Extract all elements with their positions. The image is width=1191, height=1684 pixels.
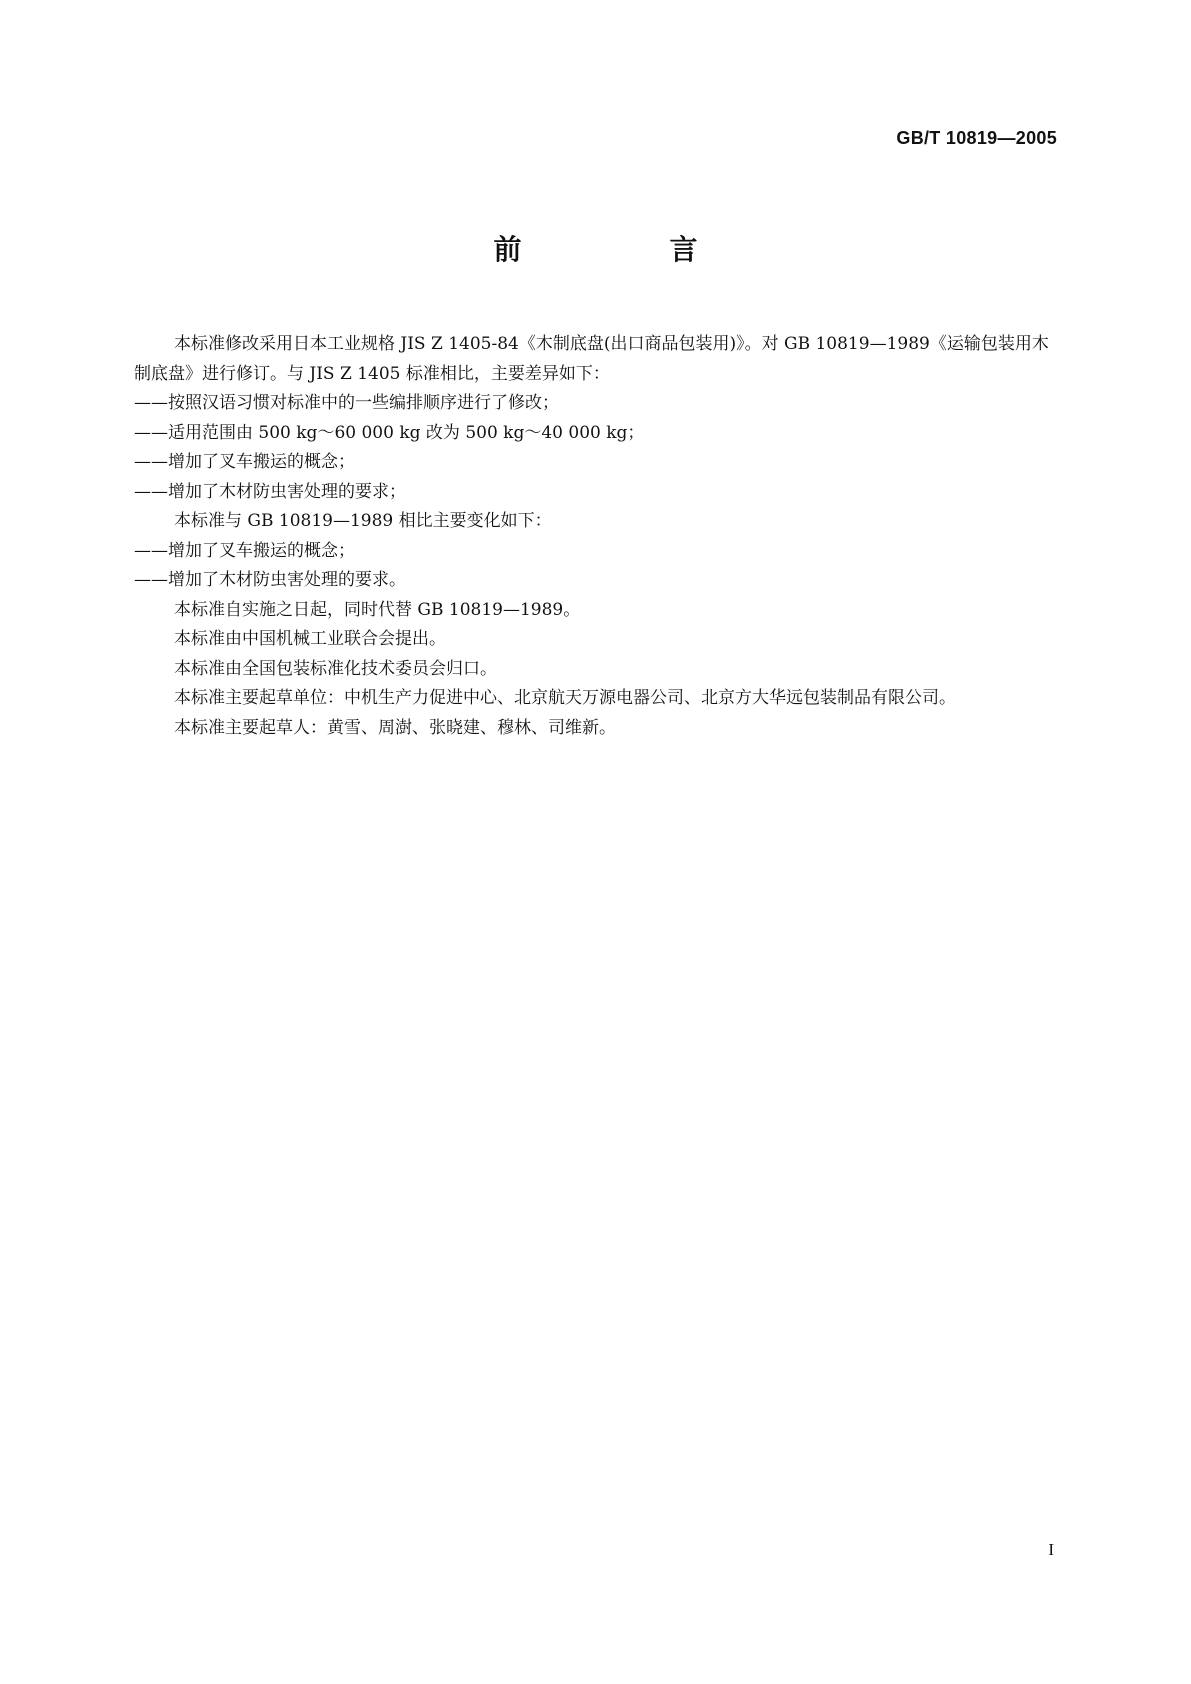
paragraph-replacement: 本标准自实施之日起，同时代替 GB 10819—1989。 <box>174 599 581 620</box>
paragraph-changes: 本标准与 GB 10819—1989 相比主要变化如下： <box>174 511 552 531</box>
paragraph-drafting-units: 本标准主要起草单位：中机生产力促进中心、北京航天万源电器公司、北京方大华远包装制品有限公司。 <box>174 688 956 708</box>
list-item: ——按照汉语习惯对标准中的一些编排顺序进行了修改； <box>134 393 559 413</box>
paragraph-committee: 本标准由全国包装标准化技术委员会归口。 <box>174 658 497 679</box>
page-title: 前 言 <box>493 233 758 266</box>
list-item: ——增加了叉车搬运的概念； <box>134 540 355 561</box>
standard-code: GB/T 10819—2005 <box>896 128 1057 148</box>
list-item: ——增加了木材防虫害处理的要求； <box>134 481 406 502</box>
paragraph-drafters: 本标准主要起草人：黄雪、周澍、张晓建、穆林、司维新。 <box>174 717 616 738</box>
list-item: ——增加了叉车搬运的概念； <box>134 452 355 472</box>
paragraph-proposer: 本标准由中国机械工业联合会提出。 <box>174 629 446 649</box>
paragraph-scope: 本标准修改采用日本工业规格 JIS Z 1405-84《木制底盘(出口商品包装用)》。对 GB 10819—1989《运输包装用木制底盘》进行修订。与 JIS Z 1405 标准相比，主要差异如下： <box>134 334 1049 384</box>
page-number: I <box>1048 1540 1054 1559</box>
document-body <box>134 330 1056 743</box>
list-item: ——增加了木材防虫害处理的要求。 <box>134 570 406 590</box>
list-item: ——适用范围由 500 kg～60 000 kg 改为 500 kg～40 000 kg； <box>134 422 645 443</box>
